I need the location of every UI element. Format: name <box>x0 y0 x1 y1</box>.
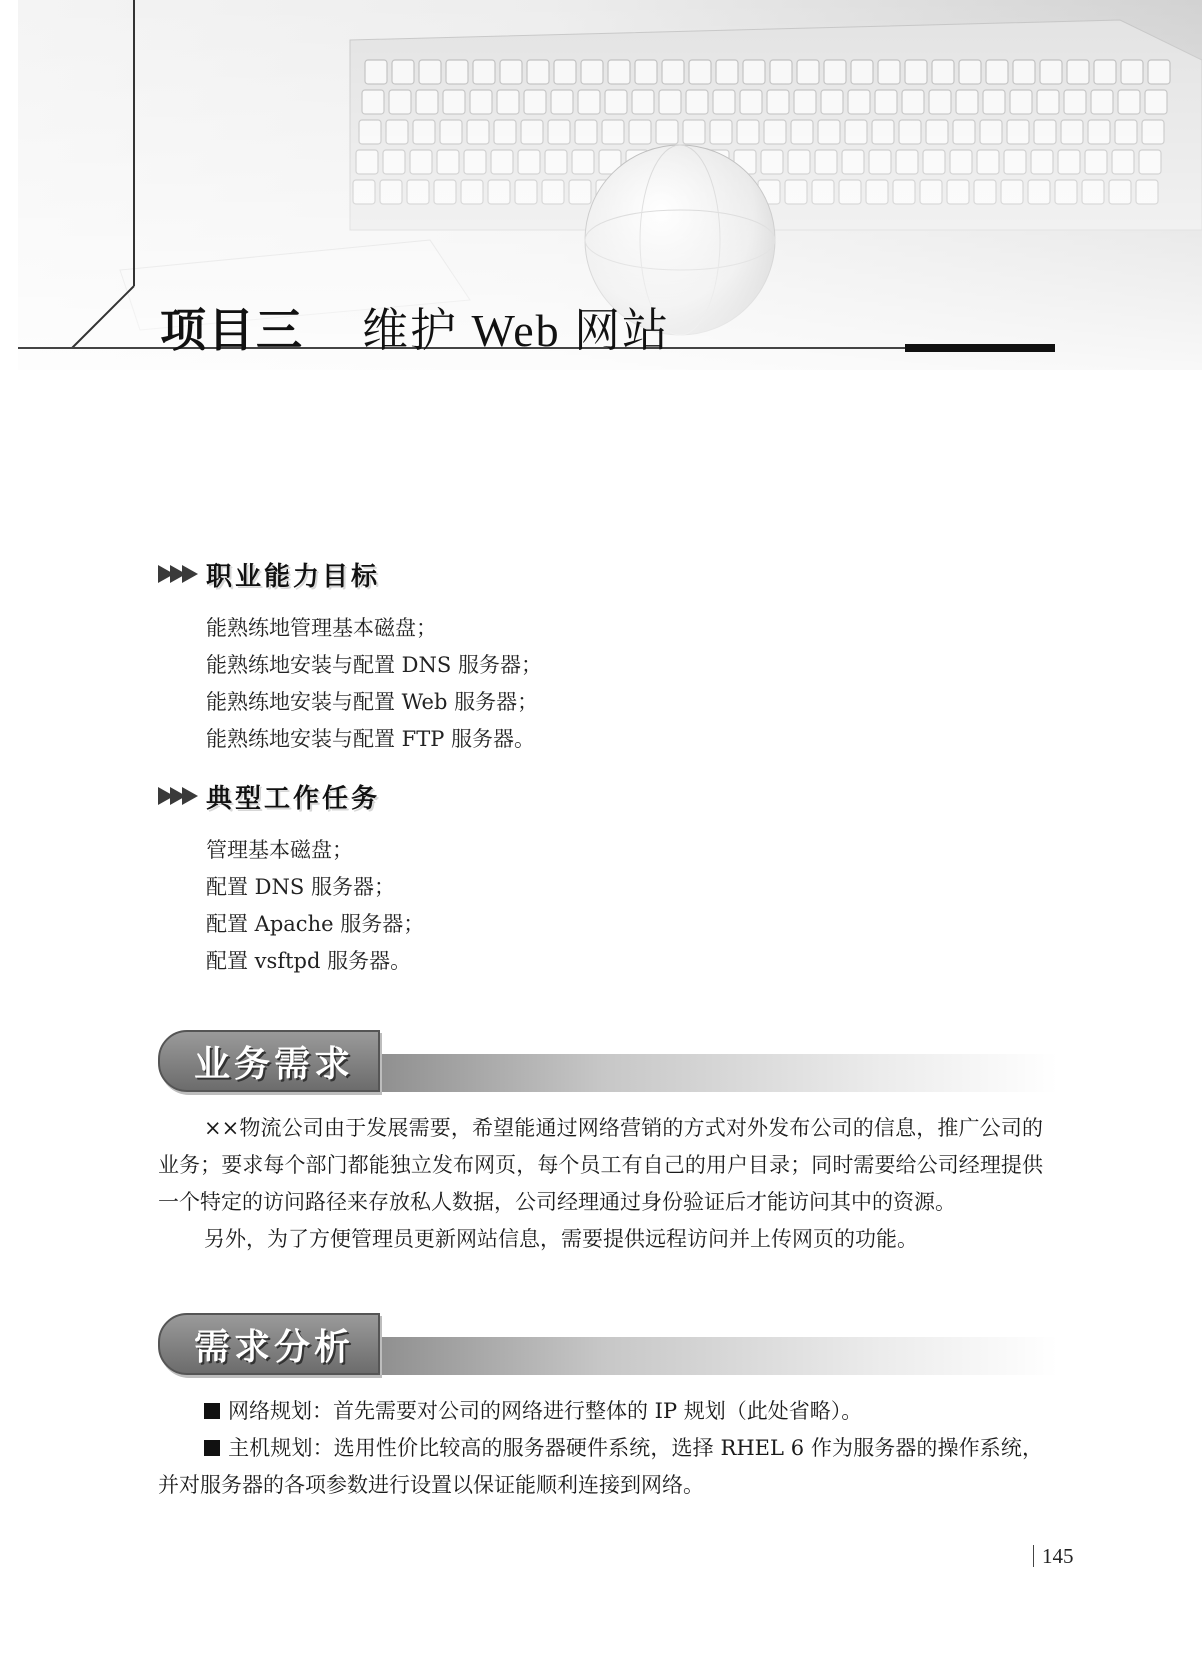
page-number: 145 <box>1033 1545 1074 1567</box>
list-item: 管理基本磁盘； <box>206 838 353 862</box>
tasks-list <box>206 832 424 980</box>
square-bullet-icon <box>204 1403 220 1419</box>
chapter-number: 项目三 <box>160 303 304 357</box>
chapter-name: 维护 Web 网站 <box>362 305 671 356</box>
analysis-banner <box>158 1313 1058 1375</box>
list-item: 能熟练地管理基本磁盘； <box>206 616 437 640</box>
triple-arrow-icon <box>158 565 194 583</box>
list-item: 能熟练地安装与配置 Web 服务器； <box>206 690 539 714</box>
objectives-heading <box>158 556 380 592</box>
business-title: 业务需求 <box>194 1044 355 1085</box>
list-item: 配置 DNS 服务器； <box>206 875 395 899</box>
list-item: 配置 vsftpd 服务器。 <box>206 949 412 973</box>
tasks-heading <box>158 778 380 814</box>
business-paragraph-1: ××物流公司由于发展需要，希望能通过网络营销的方式对外发布公司的信息，推广公司的业务；要求每个部门都能独立发布网页，每个员工有自己的用户目录；同时需要给公司经理提供一个特定的访问路径来存放私人数据，公司经理通过身份验证后才能访问其中的资源。 <box>158 1116 1043 1214</box>
analysis-item: 网络规划：首先需要对公司的网络进行整体的 IP 规划（此处省略）。 <box>158 1393 1043 1430</box>
list-item: 配置 Apache 服务器； <box>206 912 425 936</box>
analysis-item: 主机规划：选用性价比较高的服务器硬件系统，选择 RHEL 6 作为服务器的操作系统，并对服务器的各项参数进行设置以保证能顺利连接到网络。 <box>158 1436 1043 1497</box>
analysis-title: 需求分析 <box>194 1327 355 1368</box>
square-bullet-icon <box>204 1440 220 1456</box>
objectives-list <box>206 610 542 758</box>
list-item: 能熟练地安装与配置 DNS 服务器； <box>206 653 542 677</box>
tasks-title: 典型工作任务 <box>206 783 381 814</box>
business-paragraph-2: 另外，为了方便管理员更新网站信息，需要提供远程访问并上传网页的功能。 <box>204 1227 918 1251</box>
chapter-title <box>160 294 670 360</box>
business-banner <box>158 1030 1058 1092</box>
triple-arrow-icon <box>158 787 194 805</box>
objectives-title: 职业能力目标 <box>206 561 381 592</box>
list-item: 能熟练地安装与配置 FTP 服务器。 <box>206 727 536 751</box>
